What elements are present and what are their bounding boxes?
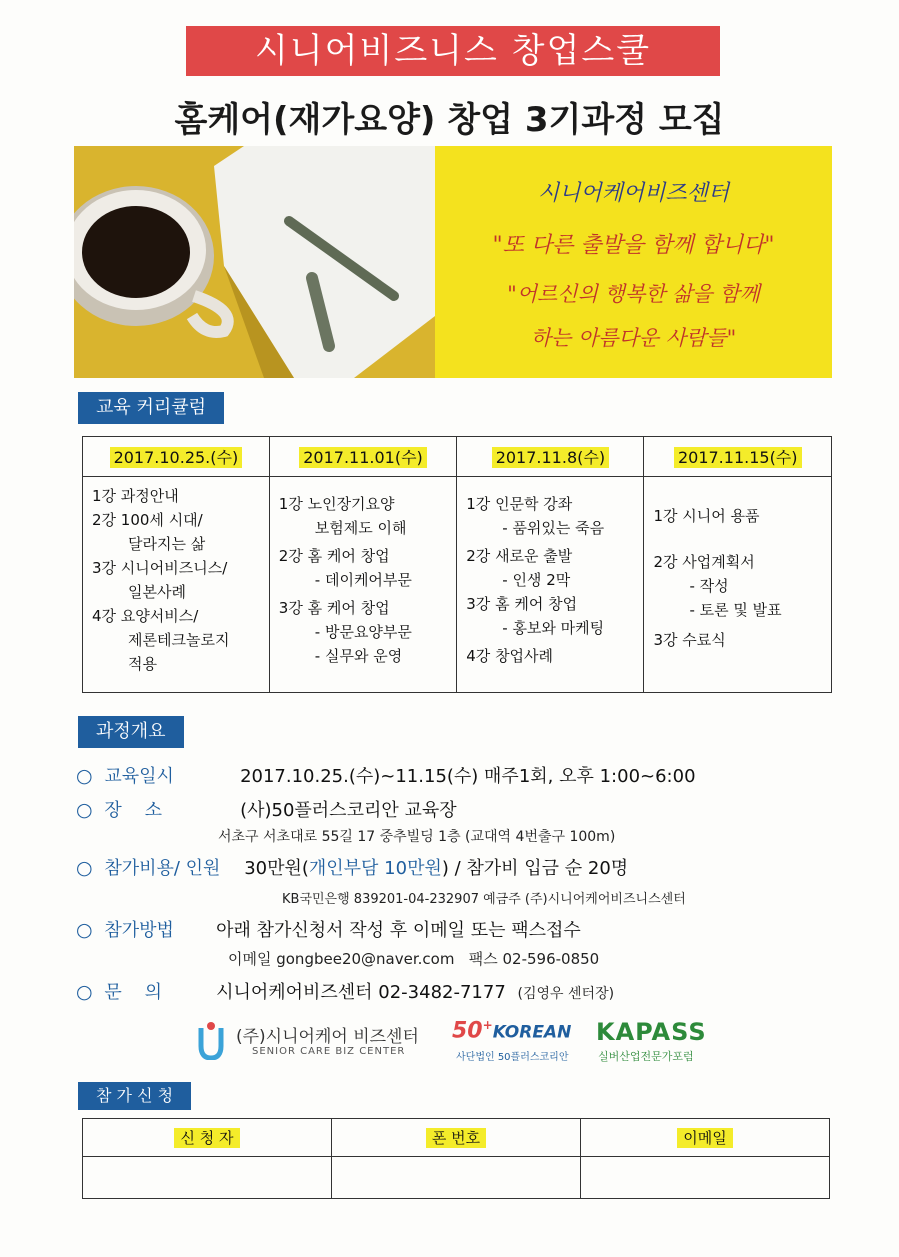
- curriculum-col-1: [83, 477, 270, 693]
- apply-phone-field[interactable]: [332, 1157, 581, 1199]
- apply-email-field[interactable]: [581, 1157, 830, 1199]
- bullet-circle-icon: ○: [76, 919, 93, 941]
- lecture-item: - 품위있는 죽음: [502, 519, 605, 537]
- coffee-pen-illustration: [74, 146, 435, 378]
- lecture-item: 4강 창업사례: [466, 647, 554, 665]
- lecture-item: 일본사례: [128, 583, 186, 601]
- overview-row-place: [76, 796, 457, 822]
- contact-email-fax: 이메일 gongbee20@naver.com 팩스 02-596-0850: [228, 950, 600, 968]
- application-table: [82, 1118, 830, 1199]
- lecture-item: 보험제도 이해: [314, 519, 407, 537]
- lecture-item: 3강 수료식: [653, 631, 726, 649]
- overview-section-label: 과정개요: [78, 716, 184, 748]
- overview-row-inquiry: [76, 978, 614, 1004]
- lecture-item: 적용: [128, 655, 157, 673]
- slogan-line-1: "또 다른 출발을 함께 합니다": [492, 233, 775, 258]
- curriculum-col-3: [457, 477, 644, 693]
- bullet-circle-icon: ○: [76, 765, 93, 787]
- lecture-item: 1강 시니어 용품: [653, 507, 760, 525]
- bullet-circle-icon: ○: [76, 799, 93, 821]
- slogan-line-2: "어르신의 행복한 삶을 함께: [507, 282, 760, 306]
- org-name-handwritten: 시니어케어비즈센터: [537, 181, 730, 206]
- row-label: 문 의: [104, 982, 162, 1003]
- row-value: 2017.10.25.(수)~11.15(수) 매주1회, 오후 1:00~6:00: [240, 766, 696, 787]
- row-value: 시니어케어비즈센터 02-3482-7177: [216, 982, 506, 1003]
- row-value: 아래 참가신청서 작성 후 이메일 또는 팩스접수: [216, 920, 581, 941]
- apply-header-name: 신 청 자: [83, 1119, 332, 1157]
- lecture-item: 2강 새로운 출발: [466, 547, 573, 565]
- lecture-item: - 실무와 운영: [314, 647, 403, 665]
- coffee-pen-photo: [74, 146, 435, 378]
- bank-account: KB국민은행 839201-04-232907 예금주 (주)시니어케어비즈니스센터: [282, 892, 686, 907]
- lecture-item: 3강 홈 케어 창업: [278, 599, 390, 617]
- fee-highlight: 개인부담 10만원: [308, 858, 442, 879]
- title-banner: 시니어비즈니스 창업스쿨: [186, 26, 720, 76]
- logo-senior-care-biz: (주)시니어케어 비즈센터 SENIOR CARE BIZ CENTER: [196, 1020, 426, 1064]
- lecture-item: 3강 시니어비즈니스/: [92, 559, 228, 577]
- row-label: 교육일시: [104, 766, 174, 787]
- bullet-circle-icon: ○: [76, 857, 93, 879]
- overview-row-method: [76, 916, 581, 942]
- lecture-item: 1강 노인장기요양: [278, 495, 395, 513]
- lecture-item: - 홍보와 마케팅: [502, 619, 605, 637]
- apply-header-email: 이메일: [581, 1119, 830, 1157]
- lecture-item: 4강 요양서비스/: [92, 607, 199, 625]
- slogan-line-3: 하는 아름다운 사람들": [530, 326, 737, 350]
- lecture-item: 1강 과정안내: [92, 487, 179, 505]
- logo-50plus-korean: 50+KOREAN 사단법인 50플러스코리안: [452, 1018, 572, 1063]
- curriculum-col-2: [269, 477, 456, 693]
- lecture-item: 제론테크놀로지: [128, 631, 230, 649]
- curriculum-table: [82, 436, 832, 693]
- apply-name-field[interactable]: [83, 1157, 332, 1199]
- lecture-item: 2강 사업계획서: [653, 553, 755, 571]
- curriculum-col-4: [644, 477, 832, 693]
- row-value: (사)50플러스코리안 교육장: [240, 800, 457, 821]
- row-label: 참가비용/ 인원: [104, 858, 221, 879]
- row-label: 참가방법: [104, 920, 174, 941]
- row-label: 장 소: [104, 800, 162, 821]
- lecture-item: - 방문요양부문: [314, 623, 412, 641]
- curriculum-date-4: 2017.11.15(수): [644, 437, 832, 477]
- lecture-item: 달라지는 삶: [128, 535, 206, 553]
- place-address: 서초구 서초대로 55길 17 중추빌딩 1층 (교대역 4번출구 100m): [218, 829, 616, 845]
- curriculum-date-3: 2017.11.8(수): [457, 437, 644, 477]
- row-value: 30만원(개인부담 10만원) / 참가비 입금 순 20명: [244, 858, 629, 879]
- lecture-item: 2강 홈 케어 창업: [278, 547, 390, 565]
- page-subtitle: 홈케어(재가요양) 창업 3기과정 모집: [174, 100, 725, 140]
- lecture-item: 1강 인문학 강좌: [466, 495, 573, 513]
- curriculum-section-label: 교육 커리큘럼: [78, 392, 224, 424]
- lecture-item: 2강 100세 시대/: [92, 511, 203, 529]
- lecture-item: - 데이케어부문: [314, 571, 412, 589]
- curriculum-date-2: 2017.11.01(수): [269, 437, 456, 477]
- lecture-item: 3강 홈 케어 창업: [466, 595, 578, 613]
- inquiry-contact-person: (김영우 센터장): [517, 986, 615, 1002]
- curriculum-date-1: 2017.10.25.(수): [83, 437, 270, 477]
- lecture-item: - 토론 및 발표: [689, 601, 782, 619]
- overview-row-date: [76, 762, 696, 788]
- overview-row-fee: [76, 854, 628, 880]
- bullet-circle-icon: ○: [76, 981, 93, 1003]
- hero-slogan-panel: [435, 146, 832, 378]
- apply-section-label: 참 가 신 청: [78, 1082, 191, 1110]
- logo-kapass: KAPASS 실버산업전문가포럼: [596, 1018, 707, 1063]
- lecture-item: - 작성: [689, 577, 729, 595]
- lecture-item: - 인생 2막: [502, 571, 571, 589]
- apply-header-phone: 폰 번호: [332, 1119, 581, 1157]
- senior-care-logo-icon: [196, 1020, 226, 1060]
